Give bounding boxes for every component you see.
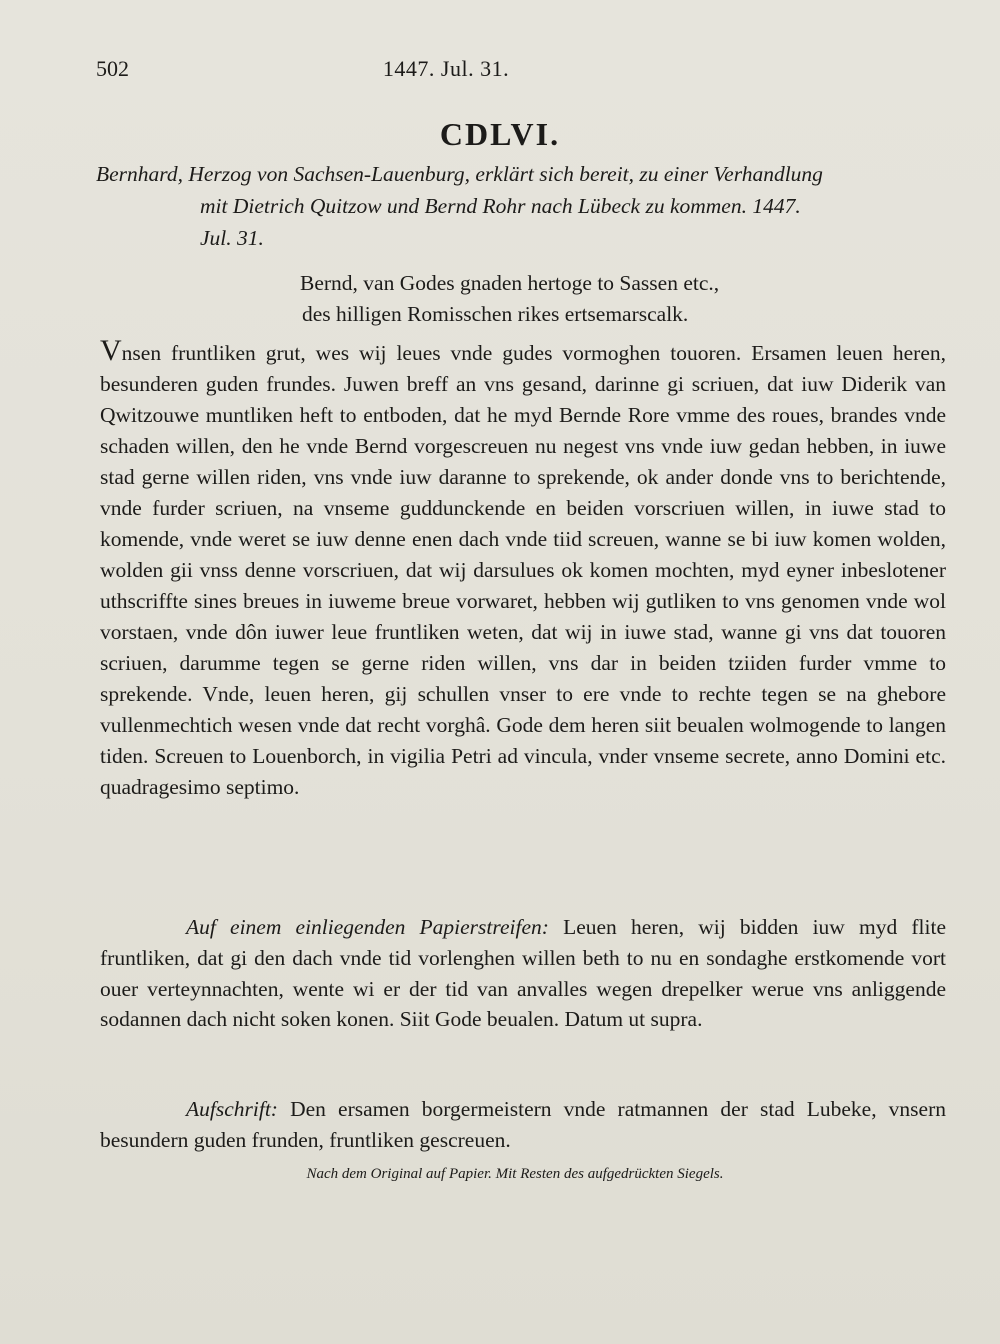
document-number: CDLVI. xyxy=(439,116,561,152)
letter-body xyxy=(100,334,946,803)
page-header xyxy=(96,56,942,90)
aufschrift xyxy=(100,1094,946,1156)
regest-line: mit Dietrich Quitzow und Bernd Rohr nach Lübeck zu kommen. 1447. xyxy=(200,194,801,218)
body-initial: V xyxy=(100,334,122,367)
document-regest xyxy=(96,158,944,254)
sender-address xyxy=(300,268,900,330)
address-line: Bernd, van Godes gnaden hertoge to Sassen etc., xyxy=(300,271,720,295)
aufschrift-label: Aufschrift: xyxy=(186,1097,278,1121)
body-paragraph: nsen fruntliken grut, wes wij leues vnde gudes vormoghen touoren. Ersamen leuen heren, besunderen guden frundes. Juwen breff an vns gesand, darinne gi scriuen, dat iuw Diderik van Qwitzouwe muntliken heft to entboden, dat he myd Bernde Rore vmme des roues, brandes vnde schaden willen, den he vnde Bernd vorgescreuen nu negest vns vnde iuw gedan hebben, in iuwe stad gerne willen riden, vns vnde iuw daranne to sprekende, ok ander donde vns to berichtende, vnde furder scriuen, na vnseme guddunckende en beiden vorscriuen willen, in iuwe stad to komende, vnde weret se iuw denne enen dach vnde tiid screuen, wanne se bi iuw komen wolden, wolden gii vnss denne vorscriuen, dat wij darsulues ok komen mochten, myd eyner inbeslotener uthscriffte sines breues in iuweme breue vorwaret, hebben wij gutliken to vns genomen vnde wol vorstaen, vnde dôn iuwer leue fruntliken weten, dat wij in iuwe stad, wanne gi vns dat touoren scriuen, darumme tegen se gerne riden willen, vns dar in beiden tziiden furder vmme to sprekende. Vnde, leuen heren, gij schullen vnser to ere vnde to rechte tegen se na ghebore vullenmechtich wesen vnde dat recht vorghâ. Gode dem heren siit beualen wolmogende to langen tiden. Screuen to Louenborch, in vigilia Petri ad vincula, vnder vnseme secrete, anno Domini etc. quadragesimo septimo. xyxy=(100,341,946,799)
postscript-text: Leuen heren, wij bidden iuw myd flite fruntliken, dat gi den dach vnde tid vorlenghen willen beth to nu en sondaghe erstkomende vort ouer verteynnachten, wente wi er der tid van anvalles wegen drepelker werue vns anliggende sodannen dach nicht soken konen. Siit Gode beualen. Datum ut supra. xyxy=(100,915,946,1032)
regest-line: Bernhard, Herzog von Sachsen-Lauenburg, erklärt sich bereit, zu einer Verhandlung xyxy=(96,162,823,186)
page-number: 502 xyxy=(96,56,129,81)
running-head: 1447. Jul. 31. xyxy=(382,56,510,81)
aufschrift-text: Den ersamen borgermeistern vnde ratmannen der stad Lubeke, vnsern besundern guden frunden, fruntliken gescreuen. xyxy=(100,1097,947,1152)
postscript-label: Auf einem einliegenden Papierstreifen: xyxy=(186,915,549,939)
address-line: des hilligen Romisschen rikes ertsemarscalk. xyxy=(302,302,689,326)
regest-line: Jul. 31. xyxy=(200,226,264,250)
source-note: Nach dem Original auf Papier. Mit Resten des aufgedrückten Siegels. xyxy=(306,1166,724,1182)
postscript xyxy=(100,912,946,1035)
